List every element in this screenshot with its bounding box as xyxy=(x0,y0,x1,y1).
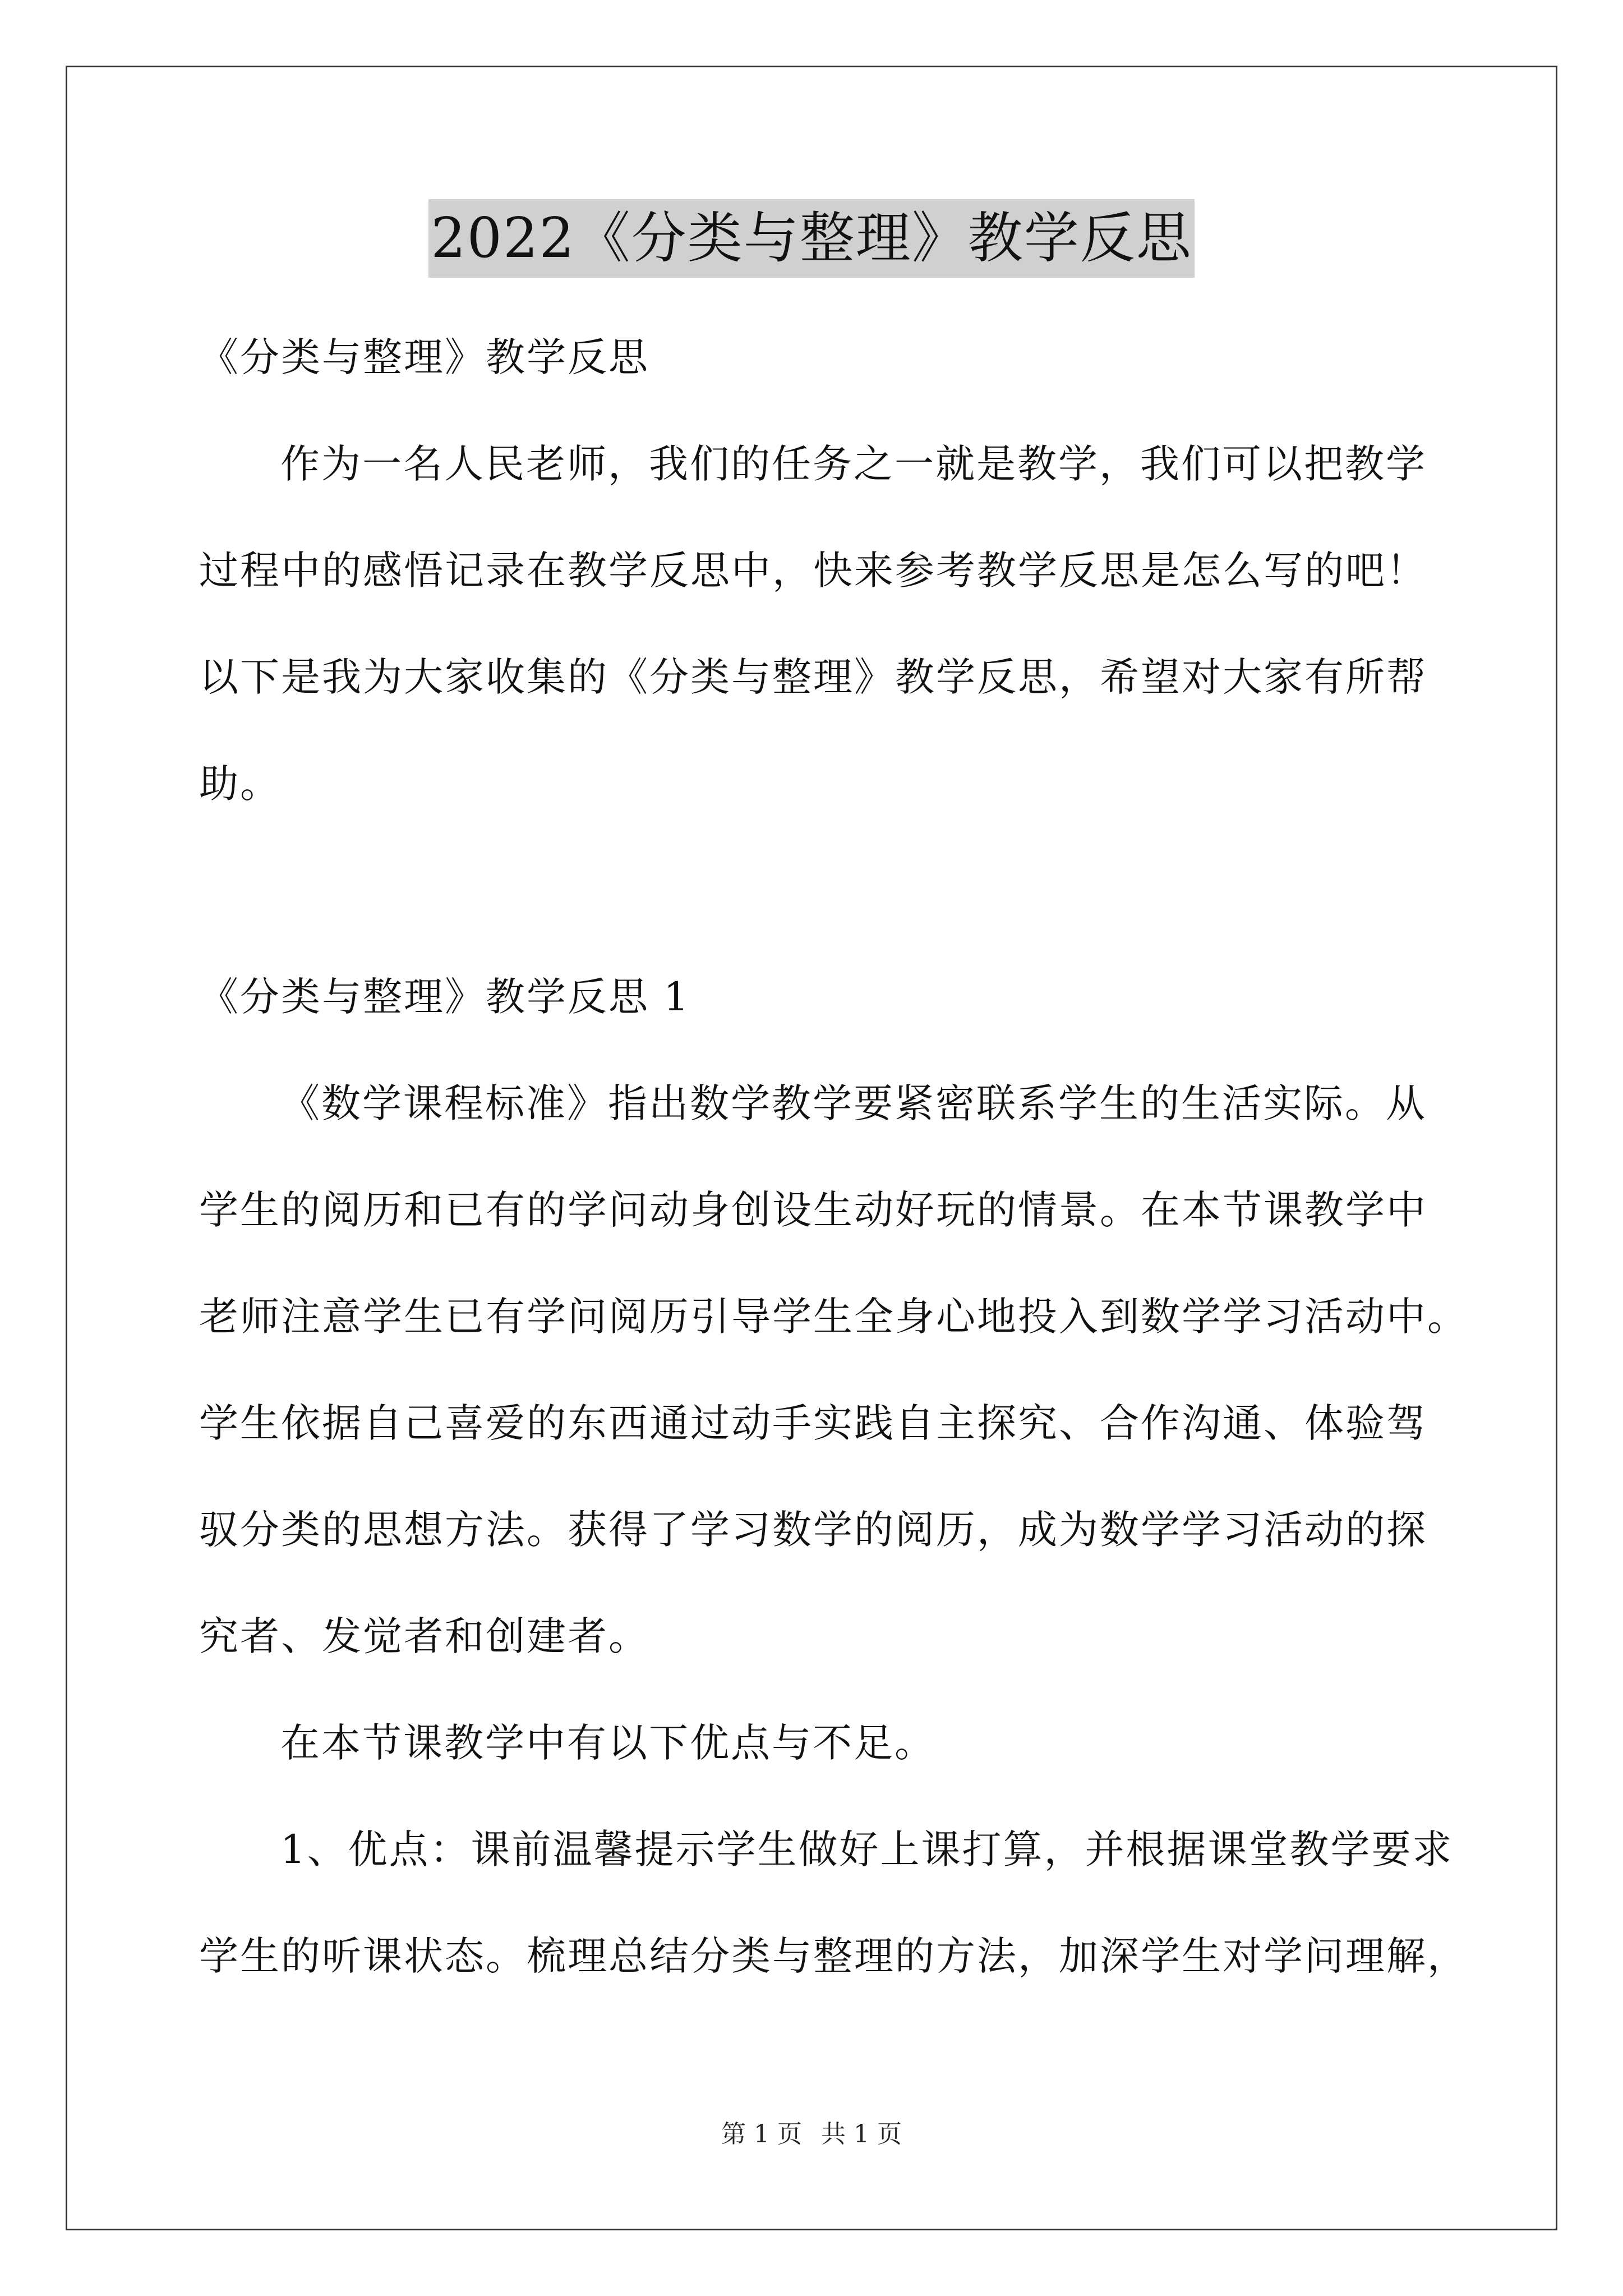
paragraph-line: 在本节课教学中有以下优点与不足。 xyxy=(280,1720,935,1766)
document-title: 2022《分类与整理》教学反思 xyxy=(428,199,1194,278)
paragraph-line: 1、优点：课前温馨提示学生做好上课打算，并根据课堂教学要求 xyxy=(280,1826,1454,1872)
paragraph-line: 助。 xyxy=(199,761,281,807)
paragraph-line: 老师注意学生已有学问阅历引导学生全身心地投入到数学学习活动中。 xyxy=(199,1294,1468,1340)
section-heading: 《分类与整理》教学反思 1 xyxy=(199,974,690,1020)
paragraph-line: 过程中的感悟记录在教学反思中，快来参考教学反思是怎么写的吧！ xyxy=(199,547,1427,593)
page-number: 第 1 页 xyxy=(721,2120,802,2148)
paragraph-line: 以下是我为大家收集的《分类与整理》教学反思，希望对大家有所帮 xyxy=(199,654,1427,700)
paragraph-line: 学生的阅历和已有的学问动身创设生动好玩的情景。在本节课教学中 xyxy=(199,1187,1427,1233)
document-body xyxy=(199,304,1468,2009)
paragraph-line: 作为一名人民老师，我们的任务之一就是教学，我们可以把教学 xyxy=(280,441,1427,487)
subtitle-line: 《分类与整理》教学反思 xyxy=(199,334,649,380)
paragraph-line: 学生依据自己喜爱的东西通过动手实践自主探究、合作沟通、体验驾 xyxy=(199,1400,1427,1446)
page-footer xyxy=(0,2118,1623,2151)
document-title-wrap xyxy=(0,199,1623,278)
paragraph-line: 驭分类的思想方法。获得了学习数学的阅历，成为数学学习活动的探 xyxy=(199,1507,1427,1553)
page-total: 共 1 页 xyxy=(821,2120,902,2148)
paragraph-line: 学生的听课状态。梳理总结分类与整理的方法，加深学生对学问理解， xyxy=(199,1933,1468,1979)
paragraph-line: 《数学课程标准》指出数学教学要紧密联系学生的生活实际。从 xyxy=(280,1080,1427,1126)
paragraph-line: 究者、发觉者和创建者。 xyxy=(199,1613,649,1659)
blank-line xyxy=(199,837,1427,944)
